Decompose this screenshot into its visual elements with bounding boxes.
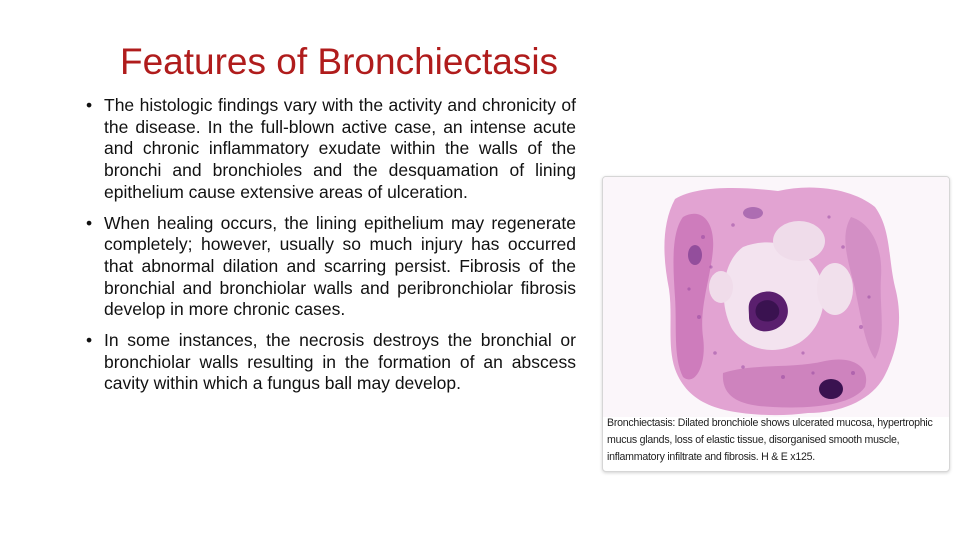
histology-micrograph: [603, 177, 949, 417]
bullet-text: In some instances, the necrosis destroys the bronchial or bronchiolar walls resulting in the formation of an abscess cavity within which a fungus ball may develop.: [104, 330, 576, 394]
bullet-list: [86, 95, 576, 404]
bullet-item: [86, 95, 576, 204]
caption-text: Dilated bronchiole shows ulcerated mucosa, hypertrophic mucus glands, loss of elastic tissue, disorganised smooth muscle, inflammatory infiltrate and fibrosis. H & E x125.: [607, 417, 933, 463]
bullet-marker: •: [86, 95, 93, 115]
figure-caption: [607, 415, 945, 466]
caption-label: Bronchiectasis:: [607, 417, 676, 429]
cyst-right: [817, 263, 853, 315]
bullet-item: [86, 330, 576, 395]
figure-card: [602, 176, 950, 472]
bullet-text: The histologic findings vary with the activity and chronicity of the disease. In the full-blown active case, an intense acute and chronic inflammatory exudate within the walls of the bronchi and bronchioles and the desquamation of lining epithelium cause extensive areas of ulceration.: [104, 95, 576, 202]
bullet-marker: •: [86, 212, 93, 233]
bullet-text: When healing occurs, the lining epithelium may regenerate completely; however, usually so much injury has occurred that abnormal dilation and scarring persist. Fibrosis of the bronchial and bronchiolar walls and peribronchiolar fibrosis develop in more chronic cases.: [104, 212, 576, 320]
bullet-item: [86, 213, 576, 322]
bullet-marker: •: [86, 330, 93, 351]
nuclei-bottom-right: [819, 379, 843, 399]
cyst-small: [709, 271, 733, 303]
cyst-upper: [773, 221, 825, 261]
slide-title: Features of Bronchiectasis: [120, 41, 559, 82]
nuclei-top: [743, 207, 763, 219]
nuclei-left: [688, 245, 702, 265]
